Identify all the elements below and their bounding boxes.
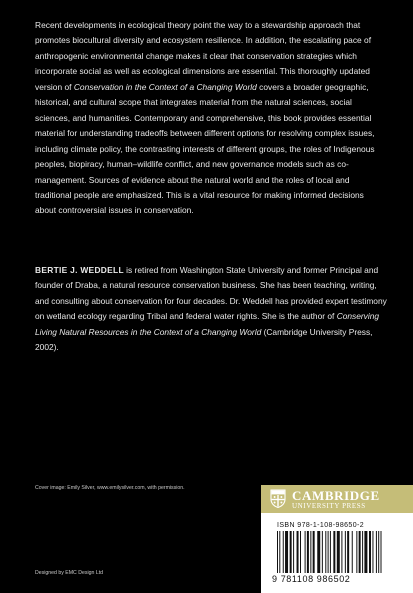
- author-bio: [35, 263, 387, 355]
- isbn-label: ISBN 978-1-108-98650-2: [277, 522, 365, 529]
- blurb-paragraph: [35, 18, 387, 219]
- cambridge-crest-icon: [270, 489, 286, 508]
- blurb-text-part2: covers a broader geographic, historical, and cultural scope that integrates material from the natural sciences, social sciences, and humanities. Contemporary and comprehensive, this book provides essential material for understanding tradeoffs between different options for resolving complex issues, including climate policy, the contrasting interests of different groups, the roles of Indigenous peoples, biopiracy, human–wildlife conflict, and new governance models such as co-management. Sources of evidence about the natural world and the roles of local and traditional people are emphasized. This is a vital resource for making informed decisions about controversial issues in conservation.: [35, 81, 375, 216]
- isbn-barcode: [277, 531, 395, 573]
- back-cover-blurb: [35, 18, 387, 219]
- design-credit: Designed by EMC Design Ltd: [35, 570, 104, 576]
- publisher-name: CAMBRIDGE: [292, 488, 380, 503]
- author-name: BERTIE J. WEDDELL: [35, 265, 124, 275]
- publisher-subtitle: UNIVERSITY PRESS: [292, 502, 366, 510]
- publisher-barcode-box: [261, 485, 413, 593]
- publisher-banner: [261, 485, 413, 513]
- barcode-digits: 9 781108 986502: [272, 574, 351, 584]
- bio-paragraph: [35, 263, 387, 355]
- bio-text-part1: is retired from Washington State University and former Principal and founder of Draba, a natural resource conservation business. She has been teaching, writing, and consulting about conservation for four decades. Dr. Weddell has provided expert testimony on wetland ecology regarding Tribal and federal water rights. She is the author of: [35, 265, 387, 322]
- prior-book-title: Conserving Living Natural Resources in the Context of a Changing World: [35, 311, 380, 337]
- cover-image-credit: Cover image: Emily Silver, www.emilysilver.com, with permission.: [35, 485, 185, 491]
- blurb-text-part1: Recent developments in ecological theory point the way to a stewardship approach that promotes biocultural diversity and ecosystem resilience. In addition, the escalating pace of anthropogenic environmental change makes it clear that conservation strategies which incorporate social as well as ecological dimensions are essential. This thoroughly updated version of: [35, 20, 372, 92]
- book-title: Conservation in the Context of a Changing World: [73, 81, 257, 92]
- bio-text-part2: (Cambridge University Press, 2002).: [35, 326, 373, 353]
